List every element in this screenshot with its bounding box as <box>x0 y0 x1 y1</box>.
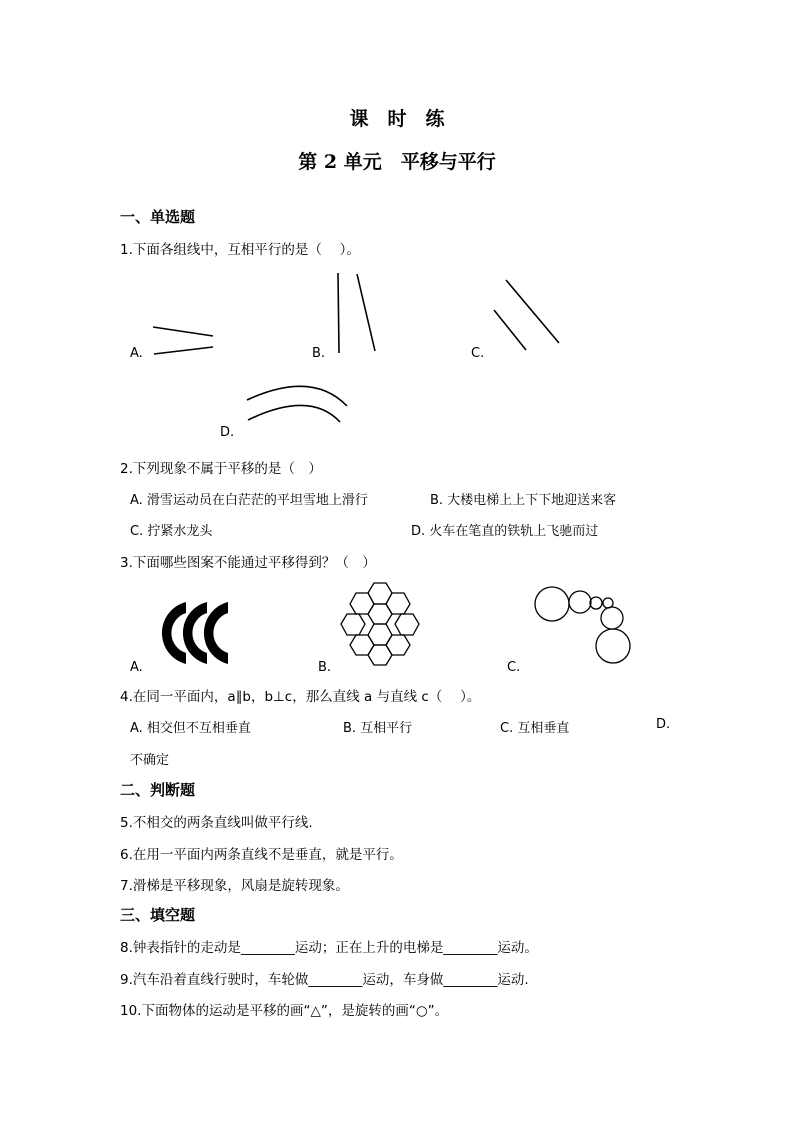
q1-option-c[interactable]: C. <box>471 346 485 361</box>
unit-subtitle: 第 2 单元 平移与平行 <box>298 151 496 173</box>
q2-option-c[interactable]: C. 拧紧水龙头 <box>130 524 213 539</box>
q3-option-a[interactable]: A. <box>130 660 143 675</box>
question-1: 1.下面各组线中，互相平行的是（ ）。 <box>120 242 360 258</box>
figure-q3-b-hexagons <box>334 578 424 670</box>
q4-option-b[interactable]: B. 互相平行 <box>343 721 413 736</box>
figure-q1-b-lines <box>334 270 384 355</box>
q2-option-d[interactable]: D. 火车在笔直的铁轨上飞驰而过 <box>411 524 599 539</box>
figure-q1-c-lines <box>490 276 565 354</box>
q2-option-a[interactable]: A. 滑雪运动员在白茫茫的平坦雪地上滑行 <box>130 493 368 508</box>
question-8: 8.钟表指针的走动是________运动；正在上升的电梯是________运动。 <box>120 940 538 956</box>
figure-q1-d-curves <box>242 378 352 428</box>
q3-option-c[interactable]: C. <box>507 660 521 675</box>
q4-option-a[interactable]: A. 相交但不互相垂直 <box>130 721 251 736</box>
question-9: 9.汽车沿着直线行驶时，车轮做________运动，车身做________运动. <box>120 972 529 988</box>
figure-q1-a-lines <box>150 322 220 362</box>
section-single-choice: 一、单选题 <box>120 208 196 226</box>
question-6: 6.在用一平面内两条直线不是垂直，就是平行。 <box>120 847 403 863</box>
q1-option-a[interactable]: A. <box>130 346 143 361</box>
page-title: 课 时 练 <box>349 108 445 130</box>
q2-option-b[interactable]: B. 大楼电梯上上下下地迎送来客 <box>430 493 617 508</box>
question-4: 4.在同一平面内，a∥b，b⊥c，那么直线 a 与直线 c（ ）。 <box>120 689 481 705</box>
question-10: 10.下面物体的运动是平移的画“△”，是旋转的画“○”。 <box>120 1003 449 1019</box>
q4-option-c[interactable]: C. 互相垂直 <box>500 721 570 736</box>
figure-q3-c-circles <box>528 582 638 668</box>
question-2: 2.下列现象不属于平移的是（ ） <box>120 461 322 477</box>
q4-option-d-text: 不确定 <box>130 753 170 768</box>
section-true-false: 二、判断题 <box>120 781 196 799</box>
question-5: 5.不相交的两条直线叫做平行线. <box>120 815 313 831</box>
q1-option-b[interactable]: B. <box>312 346 326 361</box>
section-fill-blank: 三、填空题 <box>120 906 196 924</box>
q3-option-b[interactable]: B. <box>318 660 332 675</box>
q4-option-d[interactable]: D. <box>656 717 671 732</box>
q1-option-d[interactable]: D. <box>220 425 235 440</box>
figure-q3-a-arcs <box>150 598 235 670</box>
question-7: 7.滑梯是平移现象，风扇是旋转现象。 <box>120 878 349 894</box>
question-3: 3.下面哪些图案不能通过平移得到？（ ） <box>120 555 376 571</box>
